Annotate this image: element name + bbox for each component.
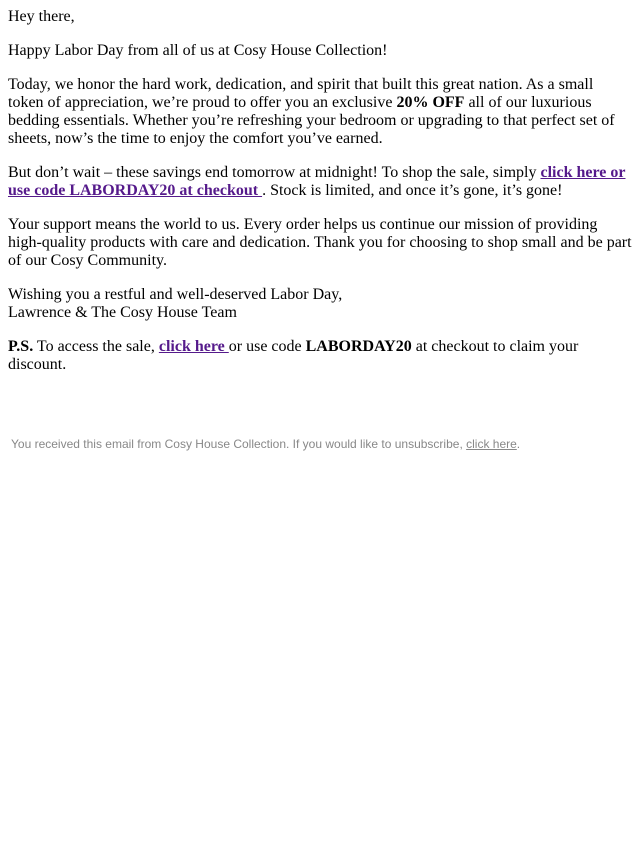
urgency-text-after: . Stock is limited, and once it’s gone, it’s gone! (262, 182, 563, 199)
offer-text-before: Today, we honor the hard work, dedication, and spirit that built this great nation. As a small token of appreciation, we’re proud to offer you an exclusive (8, 76, 594, 111)
urgency-paragraph (8, 164, 632, 200)
ps-click-here-link[interactable]: click here (158, 338, 229, 355)
footer-period: . (516, 437, 521, 451)
offer-paragraph (8, 76, 632, 148)
intro-line: Happy Labor Day from all of us at Cosy House Collection! (8, 42, 388, 59)
ps-label: P.S. (8, 338, 34, 355)
urgency-text-before: But don’t wait – these savings end tomorrow at midnight! To shop the sale, simply (8, 164, 541, 181)
unsubscribe-footer (11, 437, 520, 451)
support-paragraph: Your support means the world to us. Every order helps us continue our mission of providing high-quality products with care and dedication. Thank you for choosing to shop small and be part of our Cosy Community. (8, 216, 632, 269)
ps-text-middle: or use code (228, 338, 306, 355)
footer-text: You received this email from Cosy House Collection. If you would like to unsubscribe, (11, 437, 467, 451)
discount-highlight: 20% OFF (396, 94, 465, 111)
discount-code: LABORDAY20 (305, 338, 412, 355)
greeting: Hey there, (8, 8, 75, 25)
unsubscribe-link[interactable]: click here (466, 437, 517, 451)
signoff-line-2: Lawrence & The Cosy House Team (8, 304, 237, 321)
signoff (8, 286, 632, 322)
ps-text-before: To access the sale, (33, 338, 159, 355)
signoff-line-1: Wishing you a restful and well-deserved Labor Day, (8, 286, 343, 303)
offer-text-after: all of our luxurious bedding essentials. Whether you’re refreshing your bedroom or upgrading to that perfect set of sheets, now’s the time to enjoy the comfort you’ve earned. (8, 94, 615, 147)
shop-sale-link[interactable]: click here or use code LABORDAY20 at checkout (8, 164, 626, 199)
postscript (8, 338, 632, 374)
ps-text-after: at checkout to claim your discount. (8, 338, 579, 373)
email-body (0, 0, 640, 374)
